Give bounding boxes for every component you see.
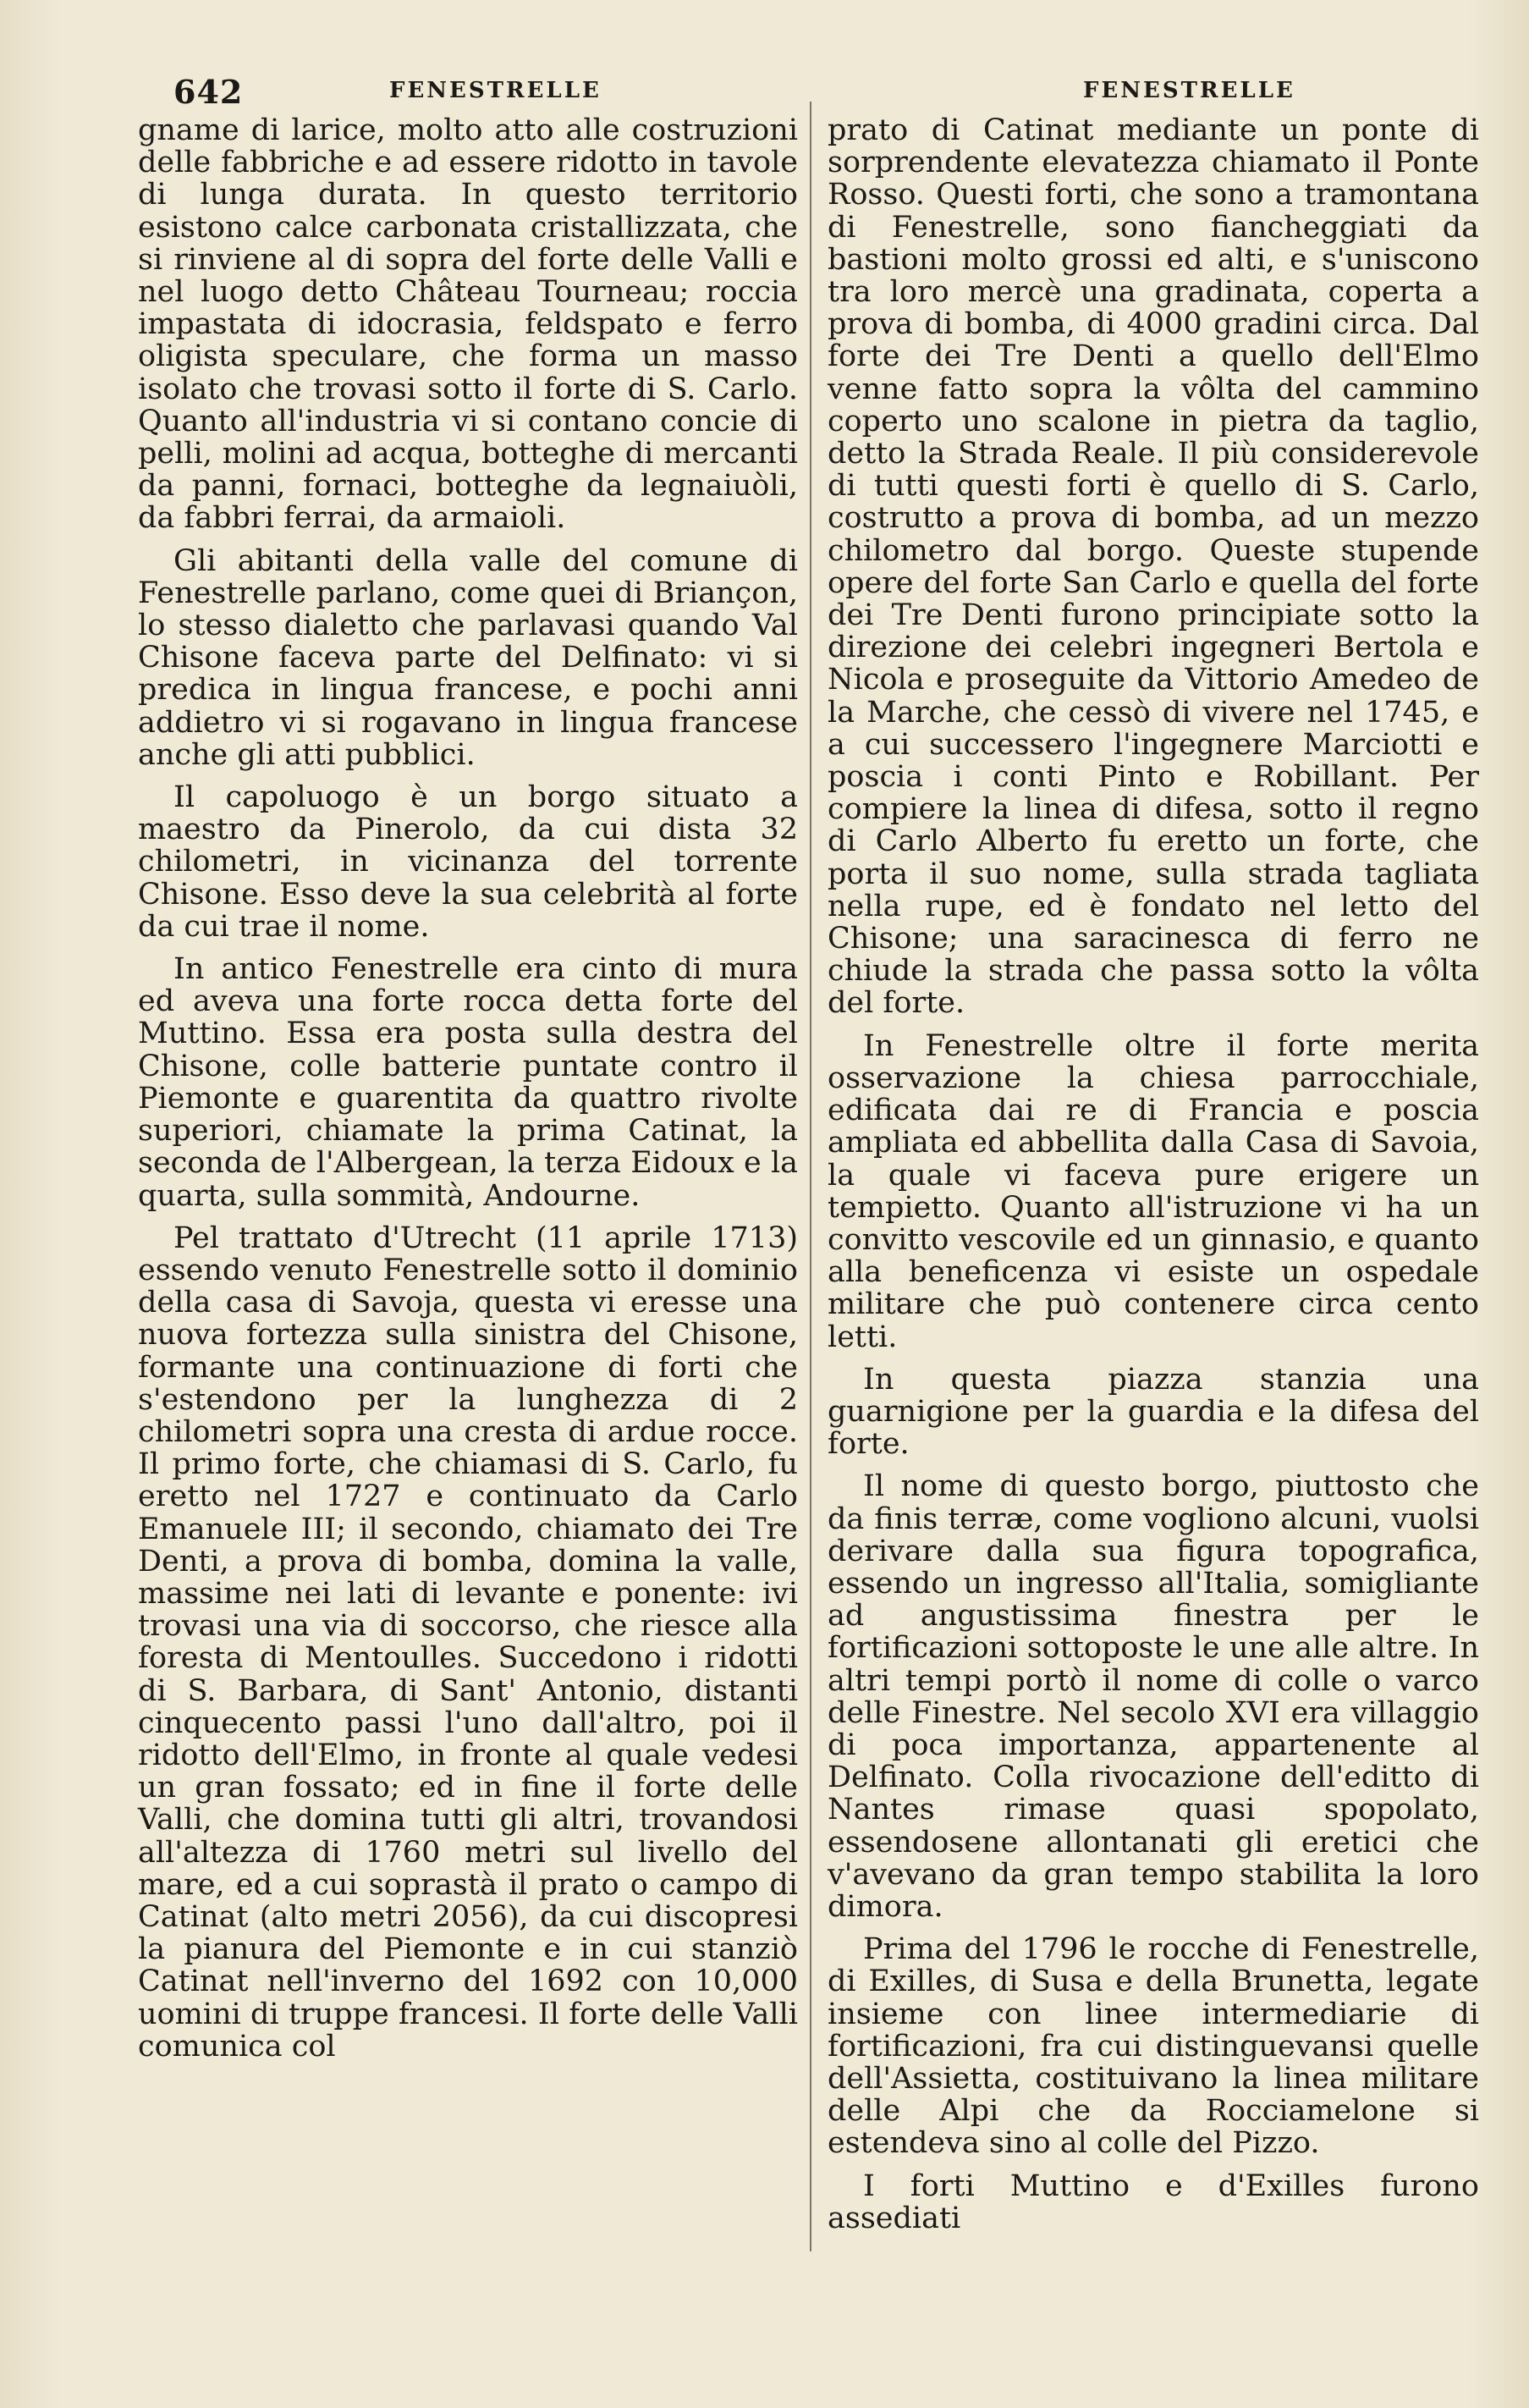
paragraph: I forti Muttino e d'Exilles furono assediati (828, 2168, 1479, 2235)
paragraph: Il nome di questo borgo, piuttosto che da finis terræ, come vogliono alcuni, vuolsi derivare dalla sua figura topografica, essendo un ingresso all'Italia, somigliante ad angustissima finestra per le fortificazioni sottoposte le une alle altre. In altri tempi portò il nome di colle o varco delle Finestre. Nel secolo XVI era villaggio di poca importanza, appartenente al Delfinato. Colla rivocazione dell'editto di Nantes rimase quasi spopolato, essendosene allontanati gli eretici che v'avevano da gran tempo stabilita la loro dimora. (828, 1469, 1479, 1924)
paragraph: Prima del 1796 le rocche di Fenestrelle, di Exilles, di Susa e della Brunetta, legate insieme con linee intermediarie di fortificazioni, fra cui distinguevansi quelle dell'Assietta, costituivano la linea militare delle Alpi che da Rocciamelone si estendeva sino al colle del Pizzo. (828, 1932, 1479, 2161)
paragraph: Il capoluogo è un borgo situato a maestro da Pinerolo, da cui dista 32 chilometri, in vicinanza del torrente Chisone. Esso deve la sua celebrità al forte da cui trae il nome. (138, 780, 798, 944)
running-head-right: FENESTRELLE (1083, 78, 1295, 103)
right-column (828, 114, 1479, 2245)
paragraph: prato di Catinat mediante un ponte di sorprendente elevatezza chiamato il Ponte Rosso. Questi forti, che sono a tramontana di Fenestrelle, sono fiancheggiati da bastioni molto grossi ed alti, e s'uniscono tra loro mercè una gradinata, coperta a prova di bomba, di 4000 gradini circa. Dal forte dei Tre Denti a quello dell'Elmo venne fatto sopra la vôlta del cammino coperto uno scalone in pietra da taglio, detto la Strada Reale. Il più considerevole di tutti questi forti è quello di S. Carlo, costrutto a prova di bomba, ad un mezzo chilometro dal borgo. Queste stupende opere del forte San Carlo e quella del forte dei Tre Denti furono principiate sotto la direzione dei celebri ingegneri Bertola e Nicola e proseguite da Vittorio Amedeo de la Marche, che cessò di vivere nel 1745, e a cui successero l'ingegnere Marciotti e poscia i conti Pinto e Robillant. Per compiere la linea di difesa, sotto il regno di Carlo Alberto fu eretto un forte, che porta il suo nome, sulla strada tagliata nella rupe, ed è fondato nel letto del Chisone; una saracinesca di ferro ne chiude la strada che passa sotto la vôlta del forte. (828, 113, 1479, 1021)
page-header (173, 73, 1485, 115)
left-column (138, 114, 798, 2073)
column-divider (810, 102, 811, 2251)
paragraph: In antico Fenestrelle era cinto di mura ed aveva una forte rocca detta forte del Muttino. Essa era posta sulla destra del Chisone, colle batterie puntate contro il Piemonte e guarentita da quattro rivolte superiori, chiamate la prima Catinat, la seconda de l'Albergean, la terza Eidoux e la quarta, sulla sommità, Andourne. (138, 952, 798, 1213)
paragraph: Pel trattato d'Utrecht (11 aprile 1713) essendo venuto Fenestrelle sotto il dominio della casa di Savoja, questa vi eresse una nuova fortezza sulla sinistra del Chisone, formante una continuazione di forti che s'estendono per la lunghezza di 2 chilometri sopra una cresta di ardue rocce. Il primo forte, che chiamasi di S. Carlo, fu eretto nel 1727 e continuato da Carlo Emanuele III; il secondo, chiamato dei Tre Denti, a prova di bomba, domina la valle, massime nei lati di levante e ponente: ivi trovasi una via di soccorso, che riesce alla foresta di Mentoulles. Succedono i ridotti di S. Barbara, di Sant' Antonio, distanti cinquecento passi l'uno dall'altro, poi il ridotto dell'Elmo, in fronte al quale vedesi un gran fossato; ed in fine il forte delle Valli, che domina tutti gli altri, trovandosi all'altezza di 1760 metri sul livello del mare, ed a cui soprastà il prato o campo di Catinat (alto metri 2056), da cui discopresi la pianura del Piemonte e in cui stanziò Catinat nell'inverno del 1692 con 10,000 uomini di truppe francesi. Il forte delle Valli comunica col (138, 1221, 798, 2064)
running-head-left: FENESTRELLE (389, 78, 602, 103)
paragraph: In Fenestrelle oltre il forte merita osservazione la chiesa parrocchiale, edificata dai re di Francia e poscia ampliata ed abbellita dalla Casa di Savoia, la quale vi faceva pure erigere un tempietto. Quanto all'istruzione vi ha un convitto vescovile ed un ginnasio, e quanto alla beneficenza vi esiste un ospedale militare che può contenere circa cento letti. (828, 1028, 1479, 1354)
paragraph: Gli abitanti della valle del comune di Fenestrelle parlano, come quei di Briançon, lo stesso dialetto che parlavasi quando Val Chisone faceva parte del Delfinato: vi si predica in lingua francese, e pochi anni addietro vi si rogavano in lingua francese anche gli atti pubblici. (138, 543, 798, 772)
page-number: 642 (173, 73, 244, 111)
paragraph: In questa piazza stanzia una guarnigione per la guardia e la difesa del forte. (828, 1362, 1479, 1462)
paragraph: gname di larice, molto atto alle costruzioni delle fabbriche e ad essere ridotto in tavole di lunga durata. In questo territorio esistono calce carbonata cristallizzata, che si rinviene al di sopra del forte delle Valli e nel luogo detto Château Tourneau; roccia impastata di idocrasia, feldspato e ferro oligista speculare, che forma un masso isolato che trovasi sotto il forte di S. Carlo. Quanto all'industria vi si contano concie di pelli, molini ad acqua, botteghe di mercanti da panni, fornaci, botteghe da legnaiuòli, da fabbri ferrai, da armaioli. (138, 113, 798, 536)
